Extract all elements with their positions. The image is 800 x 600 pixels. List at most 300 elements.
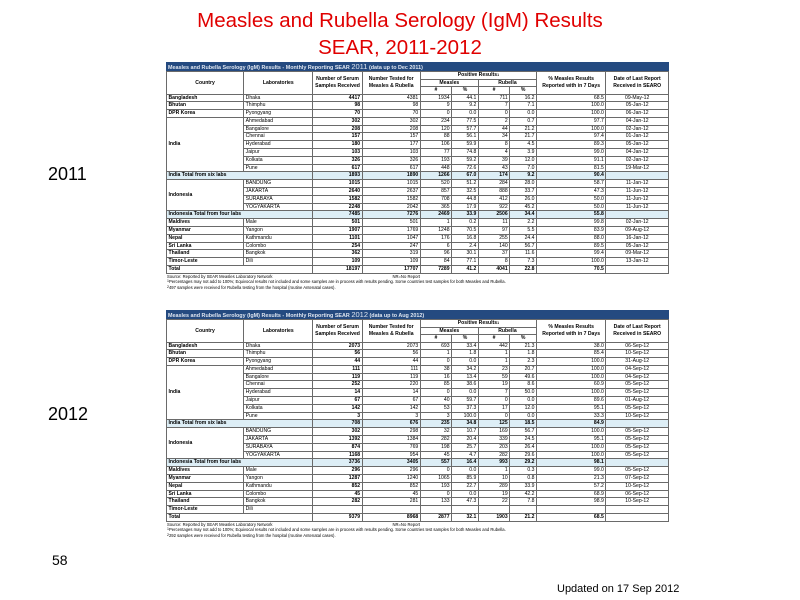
cell-m-p: 17.9: [452, 203, 479, 211]
cell-r-n: 1: [478, 350, 509, 358]
cell-date: 05-Jan-12: [606, 102, 669, 110]
no-report-legend: NR=No Report: [392, 273, 421, 279]
cell-date: 02-Jan-12: [606, 219, 669, 227]
country-name: Nepal: [167, 234, 244, 242]
cell-tested: 109: [362, 258, 420, 266]
cell-m-p: 77.1: [452, 258, 479, 266]
cell-tested: 326: [362, 156, 420, 164]
total-blank: [606, 420, 669, 428]
cell-r-p: 11.6: [510, 250, 537, 258]
cell-m-p: 9.2: [452, 102, 479, 110]
cell-tested: 4381: [362, 94, 420, 102]
header-last-report: Date of Last Report Received in SEARO: [606, 72, 669, 95]
footnote-1-text: Percentages may not add to 100%; Equivocal results not included and some samples are in process with results pending. Some countries test samples for both Measles and Rubella.: [168, 279, 506, 285]
cell-received: 1582: [313, 195, 362, 203]
table-notes: [166, 522, 669, 539]
header-reported-7-days: % Measles Results Reported with in 7 Days: [537, 72, 606, 95]
table-row: [167, 506, 669, 514]
cell-tested: 281: [362, 498, 420, 506]
cell-r-n: 711: [478, 94, 509, 102]
cell-r-n: 44: [478, 125, 509, 133]
cell-m-p: 0.2: [452, 219, 479, 227]
cell-r-n: 0: [478, 110, 509, 118]
cell-m-n: 693: [420, 342, 451, 350]
cell-received: 56: [313, 350, 362, 358]
cell-tested: 2042: [362, 203, 420, 211]
cell-date: 10-Sep-12: [606, 498, 669, 506]
total-tested: 7276: [362, 211, 420, 219]
cell-m-p: 85.9: [452, 475, 479, 483]
cell-rep: 85.4: [537, 350, 606, 358]
cell-m-n: 282: [420, 436, 451, 444]
lab-name: Dili: [244, 506, 313, 514]
serology-table-2012: [166, 310, 669, 539]
cell-date: 05-Sep-12: [606, 467, 669, 475]
cell-rep: 58.7: [537, 180, 606, 188]
cell-date: 06-Sep-12: [606, 342, 669, 350]
lab-name: Pyongyang: [244, 110, 313, 118]
country-name: Indonesia: [167, 428, 244, 459]
cell-date: 02-Jan-12: [606, 125, 669, 133]
cell-r-n: 7: [478, 102, 509, 110]
cell-r-p: 7.8: [510, 498, 537, 506]
lab-name: SURABAYA: [244, 195, 313, 203]
cell-m-n: 193: [420, 156, 451, 164]
cell-received: 180: [313, 141, 362, 149]
cell-date: 10-Sep-12: [606, 412, 669, 420]
cell-m-n: 32: [420, 428, 451, 436]
total-received: 7485: [313, 211, 362, 219]
total-m-n: 235: [420, 420, 451, 428]
heading-range: (data up to Aug 2012): [369, 313, 425, 319]
cell-m-n: 448: [420, 164, 451, 172]
total-label: India Total from six labs: [167, 420, 313, 428]
cell-received: 14: [313, 389, 362, 397]
cell-rep: 100.0: [537, 443, 606, 451]
cell-date: 09-Aug-12: [606, 227, 669, 235]
cell-date: 04-Jan-12: [606, 149, 669, 157]
cell-m-n: 106: [420, 141, 451, 149]
cell-r-n: 19: [478, 381, 509, 389]
cell-m-n: 133: [420, 498, 451, 506]
lab-name: Kathmandu: [244, 234, 313, 242]
cell-m-n: 198: [420, 443, 451, 451]
cell-r-p: 5.5: [510, 227, 537, 235]
cell-m-n: 0: [420, 110, 451, 118]
country-name: DPR Korea: [167, 358, 244, 366]
cell-tested: 119: [362, 373, 420, 381]
cell-m-p: 59.7: [452, 397, 479, 405]
cell-received: 1101: [313, 234, 362, 242]
cell-date: 19-Mar-12: [606, 164, 669, 172]
country-name: Maldives: [167, 467, 244, 475]
lab-name: YOGYAKARTA: [244, 451, 313, 459]
cell-date: [606, 506, 669, 514]
cell-m-n: 193: [420, 482, 451, 490]
cell-r-p: 16.2: [510, 94, 537, 102]
total-r-p: 9.2: [510, 172, 537, 180]
no-report-legend: NR=No Report: [392, 521, 421, 527]
total-blank: [606, 172, 669, 180]
total-label: Indonesia Total from four labs: [167, 459, 313, 467]
cell-date: 06-Jan-12: [606, 110, 669, 118]
cell-received: 302: [313, 117, 362, 125]
cell-r-n: 442: [478, 342, 509, 350]
cell-m-p: 0.0: [452, 110, 479, 118]
table-row: [167, 117, 669, 125]
cell-r-p: 26.4: [510, 443, 537, 451]
cell-r-p: 26.0: [510, 195, 537, 203]
cell-received: 44: [313, 358, 362, 366]
table-row: [167, 227, 669, 235]
cell-r-n: 8: [478, 258, 509, 266]
cell-r-p: 2.3: [510, 358, 537, 366]
cell-received: 142: [313, 404, 362, 412]
cell-m-p: 47.3: [452, 498, 479, 506]
cell-r-n: 37: [478, 250, 509, 258]
cell-rep: 99.0: [537, 467, 606, 475]
cell-date: 05-Sep-12: [606, 451, 669, 459]
cell-date: 02-Jan-12: [606, 156, 669, 164]
table-row: [167, 482, 669, 490]
cell-date: 05-Sep-12: [606, 389, 669, 397]
total-r-p: 34.4: [510, 211, 537, 219]
footnote-2-text: 292 samples were received for Rubella testing from the hospital (routine Antenatal cases).: [168, 533, 336, 539]
table-row: [167, 358, 669, 366]
lab-name: JAKARTA: [244, 188, 313, 196]
cell-r-p: 56.7: [510, 428, 537, 436]
lab-name: Pune: [244, 412, 313, 420]
cell-tested: 1240: [362, 475, 420, 483]
total-blank: [606, 266, 669, 274]
cell-m-p: 74.8: [452, 149, 479, 157]
table-row: [167, 258, 669, 266]
cell-received: 98: [313, 102, 362, 110]
cell-date: 11-Jun-12: [606, 203, 669, 211]
positive-label: Positive Results: [457, 320, 498, 327]
cell-r-n: 97: [478, 227, 509, 235]
cell-received: 874: [313, 443, 362, 451]
cell-tested: 298: [362, 428, 420, 436]
cell-received: 2640: [313, 188, 362, 196]
lab-name: Kolkata: [244, 404, 313, 412]
cell-tested: 45: [362, 490, 420, 498]
header-positive-results: [420, 320, 536, 328]
cell-tested: 1047: [362, 234, 420, 242]
header-rubella: Rubella: [478, 79, 536, 87]
total-r-n: 1903: [478, 514, 509, 522]
cell-received: 4417: [313, 94, 362, 102]
cell-tested: 208: [362, 125, 420, 133]
cell-tested: 1769: [362, 227, 420, 235]
total-m-p: 41.2: [452, 266, 479, 274]
cell-r-n: 34: [478, 133, 509, 141]
cell-r-p: 1.8: [510, 350, 537, 358]
cell-m-n: 53: [420, 404, 451, 412]
cell-date: 13-Jan-12: [606, 258, 669, 266]
cell-r-p: 7.3: [510, 258, 537, 266]
lab-name: Yangon: [244, 227, 313, 235]
lab-name: Male: [244, 219, 313, 227]
total-r-p: 18.5: [510, 420, 537, 428]
cell-r-p: 0.8: [510, 475, 537, 483]
year-label-2011: 2011: [48, 164, 87, 184]
cell-m-p: 51.2: [452, 180, 479, 188]
header-number-tested: Number Tested for Measles & Rubella: [362, 320, 420, 343]
lab-name: Colombo: [244, 490, 313, 498]
cell-r-p: 12.0: [510, 156, 537, 164]
total-r-n: 174: [478, 172, 509, 180]
cell-tested: 111: [362, 365, 420, 373]
cell-m-p: 77.5: [452, 117, 479, 125]
cell-r-p: 50.0: [510, 389, 537, 397]
total-row: [167, 211, 669, 219]
cell-r-p: 33.9: [510, 482, 537, 490]
cell-r-n: 140: [478, 242, 509, 250]
cell-r-p: 0.0: [510, 412, 537, 420]
cell-received: 1015: [313, 180, 362, 188]
cell-m-p: 33.4: [452, 342, 479, 350]
header-number-tested: Number Tested for Measles & Rubella: [362, 72, 420, 95]
total-row: [167, 514, 669, 522]
footnote-marker: 1: [497, 73, 500, 78]
total-rep: 90.4: [537, 172, 606, 180]
cell-r-n: 22: [478, 498, 509, 506]
cell-rep: 50.0: [537, 195, 606, 203]
cell-r-p: 33.7: [510, 188, 537, 196]
total-m-p: 16.4: [452, 459, 479, 467]
cell-m-n: 857: [420, 188, 451, 196]
cell-r-p: 7.1: [510, 102, 537, 110]
cell-r-n: 8: [478, 141, 509, 149]
cell-m-p: 16.8: [452, 234, 479, 242]
total-rep: 70.5: [537, 266, 606, 274]
cell-r-p: 28.0: [510, 180, 537, 188]
country-name: Timor-Leste: [167, 506, 244, 514]
cell-m-p: [452, 506, 479, 514]
header-measles: Measles: [420, 79, 478, 87]
cell-tested: 769: [362, 443, 420, 451]
cell-date: 16-Jan-12: [606, 234, 669, 242]
cell-m-n: 176: [420, 234, 451, 242]
lab-name: Hyderabad: [244, 389, 313, 397]
cell-date: 06-Sep-12: [606, 490, 669, 498]
header-row: [167, 320, 669, 328]
total-tested: 8968: [362, 514, 420, 522]
cell-received: 362: [313, 250, 362, 258]
country-name: Bangladesh: [167, 94, 244, 102]
cell-tested: 1582: [362, 195, 420, 203]
total-r-p: 22.8: [510, 266, 537, 274]
lab-name: Bangkok: [244, 250, 313, 258]
header-count: #: [420, 335, 451, 343]
lab-name: Kolkata: [244, 156, 313, 164]
lab-name: Kathmandu: [244, 482, 313, 490]
header-serum-received: Number of Serum Samples Received: [313, 320, 362, 343]
cell-rep: 91.1: [537, 156, 606, 164]
cell-tested: 954: [362, 451, 420, 459]
country-name: India: [167, 365, 244, 420]
cell-tested: 2637: [362, 188, 420, 196]
cell-date: 11-Jun-12: [606, 188, 669, 196]
cell-received: 302: [313, 428, 362, 436]
cell-m-n: 38: [420, 365, 451, 373]
cell-r-n: 922: [478, 203, 509, 211]
cell-rep: 95.1: [537, 436, 606, 444]
cell-m-n: 9: [420, 102, 451, 110]
serology-table-2011: [166, 62, 669, 291]
cell-date: 04-Sep-12: [606, 373, 669, 381]
header-count: #: [478, 335, 509, 343]
cell-m-p: 44.1: [452, 94, 479, 102]
total-m-n: 7289: [420, 266, 451, 274]
cell-m-n: 0: [420, 358, 451, 366]
table-row: [167, 475, 669, 483]
total-received: 708: [313, 420, 362, 428]
cell-r-n: 7: [478, 389, 509, 397]
total-r-p: 29.2: [510, 459, 537, 467]
cell-m-n: 1934: [420, 94, 451, 102]
cell-r-n: 1: [478, 467, 509, 475]
cell-r-p: 7.0: [510, 164, 537, 172]
header-laboratories: Laboratories: [244, 320, 313, 343]
country-name: Bhutan: [167, 350, 244, 358]
table-row: [167, 180, 669, 188]
lab-name: BANDUNG: [244, 428, 313, 436]
cell-date: 11-Jun-12: [606, 195, 669, 203]
cell-received: 157: [313, 133, 362, 141]
cell-date: 05-Sep-12: [606, 436, 669, 444]
cell-r-p: 0.7: [510, 117, 537, 125]
total-row: [167, 266, 669, 274]
cell-received: 1392: [313, 436, 362, 444]
cell-r-p: 0.0: [510, 397, 537, 405]
cell-date: 05-Sep-12: [606, 381, 669, 389]
cell-rep: 60.9: [537, 381, 606, 389]
cell-rep: 83.9: [537, 227, 606, 235]
cell-m-n: 96: [420, 250, 451, 258]
heading-text: Measles and Rubella Serology (IgM) Results - Monthly Reporting SEAR: [168, 65, 350, 71]
cell-rep: 47.3: [537, 188, 606, 196]
cell-rep: 100.0: [537, 125, 606, 133]
cell-r-p: 29.6: [510, 451, 537, 459]
cell-tested: 220: [362, 381, 420, 389]
cell-received: 326: [313, 156, 362, 164]
cell-r-n: 17: [478, 404, 509, 412]
table-row: [167, 234, 669, 242]
cell-rep: 89.3: [537, 141, 606, 149]
cell-m-n: 0: [420, 389, 451, 397]
total-blank: [606, 514, 669, 522]
cell-r-n: 10: [478, 475, 509, 483]
header-reported-7-days: % Measles Results Reported with in 7 Days: [537, 320, 606, 343]
header-laboratories: Laboratories: [244, 72, 313, 95]
cell-m-n: 365: [420, 203, 451, 211]
cell-tested: 319: [362, 250, 420, 258]
cell-date: 01-Aug-12: [606, 397, 669, 405]
cell-received: 45: [313, 490, 362, 498]
header-country: Country: [167, 320, 244, 343]
cell-m-p: 22.7: [452, 482, 479, 490]
table-row: [167, 94, 669, 102]
country-name: Maldives: [167, 219, 244, 227]
lab-name: Ahmedabad: [244, 117, 313, 125]
cell-r-p: 2.2: [510, 219, 537, 227]
table-row: [167, 428, 669, 436]
cell-m-p: 20.4: [452, 436, 479, 444]
total-m-n: 557: [420, 459, 451, 467]
cell-r-p: 8.6: [510, 381, 537, 389]
table-row: [167, 242, 669, 250]
cell-date: 04-Jan-12: [606, 117, 669, 125]
country-name: Bhutan: [167, 102, 244, 110]
country-name: Bangladesh: [167, 342, 244, 350]
cell-tested: 98: [362, 102, 420, 110]
total-rep: 84.9: [537, 420, 606, 428]
cell-r-n: 0: [478, 412, 509, 420]
cell-r-n: 203: [478, 443, 509, 451]
cell-m-p: 10.7: [452, 428, 479, 436]
cell-m-p: 34.2: [452, 365, 479, 373]
header-percent: %: [452, 87, 479, 95]
total-row: [167, 172, 669, 180]
cell-rep: 99.0: [537, 149, 606, 157]
table-row: [167, 365, 669, 373]
cell-r-n: 39: [478, 156, 509, 164]
cell-rep: 95.1: [537, 404, 606, 412]
lab-name: SURABAYA: [244, 443, 313, 451]
slide-number: 58: [52, 552, 68, 568]
cell-m-n: 234: [420, 117, 451, 125]
cell-date: 09-May-12: [606, 94, 669, 102]
slide-title: Measles and Rubella Serology (IgM) Results: [197, 9, 603, 32]
results-table: [166, 71, 669, 274]
total-label: Total: [167, 266, 313, 274]
cell-m-p: 30.1: [452, 250, 479, 258]
table-heading: [166, 62, 669, 71]
cell-r-n: 43: [478, 164, 509, 172]
cell-m-n: 40: [420, 397, 451, 405]
cell-m-p: 1.8: [452, 350, 479, 358]
cell-received: 617: [313, 164, 362, 172]
total-m-p: 33.9: [452, 211, 479, 219]
cell-rep: 100.0: [537, 258, 606, 266]
header-measles: Measles: [420, 327, 478, 335]
cell-m-n: 520: [420, 180, 451, 188]
cell-rep: 100.0: [537, 110, 606, 118]
lab-name: YOGYAKARTA: [244, 203, 313, 211]
cell-tested: 56: [362, 350, 420, 358]
cell-m-p: 59.2: [452, 156, 479, 164]
cell-r-p: 45.2: [510, 203, 537, 211]
cell-m-p: 13.4: [452, 373, 479, 381]
heading-text: Measles and Rubella Serology (IgM) Results - Monthly Reporting SEAR: [168, 313, 350, 319]
header-percent: %: [510, 335, 537, 343]
header-country: Country: [167, 72, 244, 95]
cell-m-p: 4.7: [452, 451, 479, 459]
cell-m-n: 85: [420, 381, 451, 389]
cell-received: 296: [313, 467, 362, 475]
cell-m-p: 44.8: [452, 195, 479, 203]
cell-r-p: [510, 506, 537, 514]
cell-rep: 81.5: [537, 164, 606, 172]
table-row: [167, 219, 669, 227]
country-name: Thailand: [167, 250, 244, 258]
cell-tested: 296: [362, 467, 420, 475]
cell-r-p: 12.0: [510, 404, 537, 412]
cell-m-p: 70.5: [452, 227, 479, 235]
cell-rep: 89.5: [537, 242, 606, 250]
